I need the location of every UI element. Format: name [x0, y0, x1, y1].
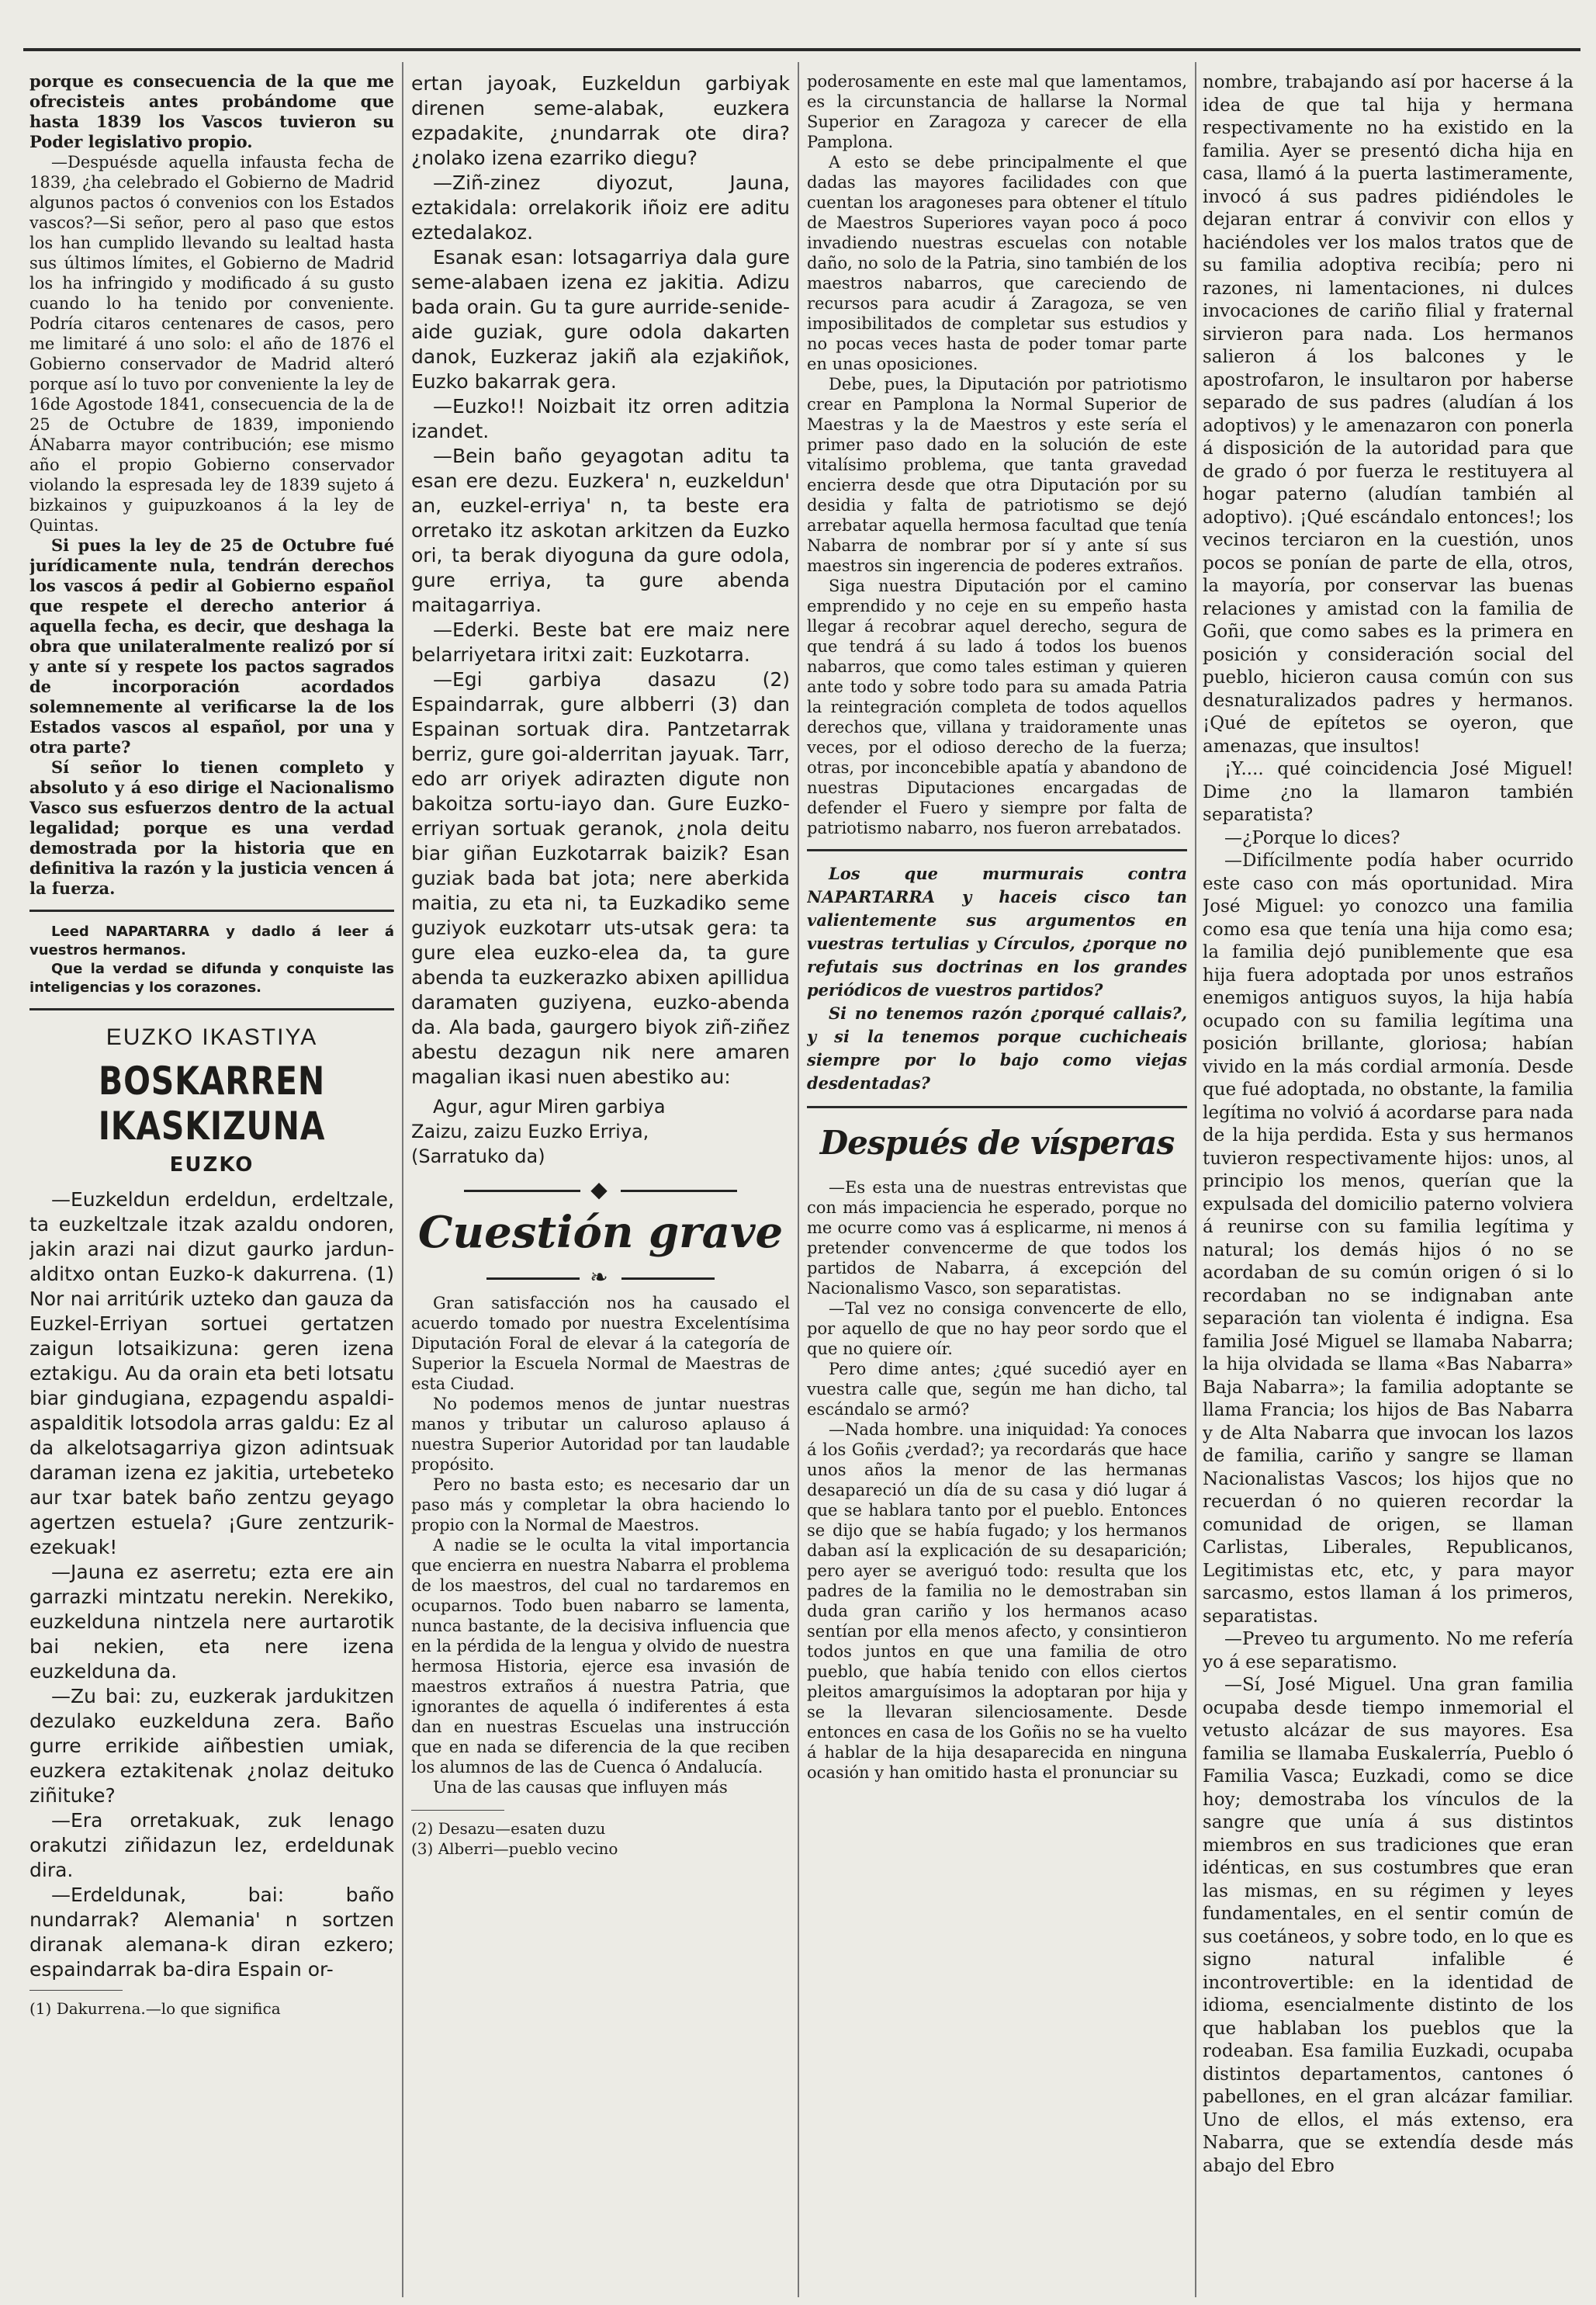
top-rule	[23, 48, 1580, 51]
article-paragraph: —Ziñ-zinez diyozut, Jauna, eztakidala: orrelakorik iñoiz ere aditu eztedalakoz.	[411, 172, 790, 244]
article-paragraph: —Euzko!! Noizbait itz orren aditzia izandet.	[411, 395, 790, 442]
article-paragraph: —Zu bai: zu, euzkerak jardukitzen dezulako euzkelduna zera. Baño gurre errikide aiñbestien umiak, euzkera eztakitenak ¿nolaz deituko ziñituke?	[29, 1685, 394, 1807]
article-paragraph: A esto se debe principalmente el que dadas las mayores facilidades con que cuentan los aragoneses para obtener el título de Maestros Superiores vayan poco á poco invadiendo nuestras escuelas con notable daño, no solo de la Patria, sino también de los maestros nabarros, que careciendo de recursos para acudir á Zaragoza, se ven imposibilitados de completar sus estudios y no pocas veces hasta de poder tomar parte en unas oposiciones.	[807, 153, 1187, 373]
column-divider	[1195, 62, 1196, 2297]
section-rule	[807, 1106, 1187, 1108]
column-divider	[402, 62, 403, 2297]
article-paragraph: —Sí, José Miguel. Una gran familia ocupaba desde tiempo inmemorial el vetusto alcázar de sus mayores. Esa familia se llamaba Euskalerría, Pueblo ó Familia Vasca; Euzkadi, como se dice hoy; demostraba los vínculos de la sangre que unía á sus distintos miembros en sus tradiciones que eran idénticas, en sus costumbres que eran las mismas, en su régimen y leyes fundamentales, en el sentir común de sus coetáneos, y sobre todo, en lo que es signo natural infalible é incontrovertible: en la identidad de idioma, esencialmente distinto de los que hablaban los pueblos que la rodeaban. Esa familia Euzkadi, ocupaba distintos departamentos, cantones ó pabellones, en el gran alcázar familiar. Uno de ellos, el más extenso, era Nabarra, que se extendía desde más abajo del Ebro	[1203, 1675, 1573, 2176]
article-paragraph: —Es esta una de nuestras entrevistas que con más impaciencia he esperado, porque no me ocurre como vas á esplicarme, ni menos á pretender convencerme de que todos los partidos de Nabarra, á excepción del Nacionalismo Vasco, son separatistas.	[807, 1178, 1187, 1298]
article-paragraph: —Euzkeldun erdeldun, erdeltzale, ta euzkeltzale itzak azaldu ondoren, jakin arazi nai dizut gaurko jardun-alditxo ontan Euzko-k dakurrena. (1) Nor nai arritúrik uzteko dan gauza da Euzkel-Erriyan sortuei gertatzen zaigun lotsaikizuna: geren izena eztakigu. Au da orain eta beti lotsatu biar gindugiana, ezpagendu aspaldi-aspalditik lotsodola arras galdu: Ez al da alkelotsagarriya gizon adintsuak daraman izena ez jakitia, urtebeteko aur txar batek baño zentzu geyago agertzen estuela? ¡Gure zentzurik-ezekuak!	[29, 1188, 394, 1558]
article-paragraph: Pero no basta esto; es necesario dar un paso más y completar la obra haciendo lo propio con la Normal de Maestros.	[411, 1475, 790, 1534]
article-paragraph: —Bein baño geyagotan aditu ta esan ere dezu. Euzkera' n, euzkeldun' an, euzkel-erriya' n, ta beste era orretako itz askotan arkitzen da Euzko ori, ta berak diyoguna da gure odola, gure erriya, ta gure abenda maitagarriya.	[411, 445, 790, 616]
footnote-rule	[29, 1990, 123, 1991]
article-subhead: EUZKO	[169, 1153, 254, 1177]
article-paragraph: ¡Y.... qué coincidencia José Miguel! Dime ¿no la llamaron también separatista?	[1203, 759, 1573, 825]
section-rule	[29, 1008, 394, 1010]
article-paragraph: —Ederki. Beste bat ere maiz nere belarriyetara iritxi zait: Euzkotarra.	[411, 619, 790, 666]
promo-banner: Que la verdad se difunda y conquiste las inteligencias y los corazones.	[29, 961, 394, 996]
article-headline: Cuestión grave	[417, 1207, 784, 1258]
footnote: (2) Desazu—esaten duzu	[411, 1819, 606, 1838]
notice-paragraph: Si no tenemos razón ¿porqué callais?, y si la tenemos porque cuchicheais siempre por lo bajo como viejas desdentadas?	[807, 1003, 1187, 1093]
article-paragraph: Sí señor lo tienen completo y absoluto y á eso dirige el Nacionalismo Vasco sus esfuerzos dentro de la actual legalidad; porque es una verdad demostrada por la historia que en definitiva la razón y la justicia vencen á la fuerza.	[29, 757, 394, 898]
column-3	[807, 71, 1187, 2291]
article-paragraph: Pero dime antes; ¿qué sucedió ayer en vuestra calle que, según me han dicho, tal escándalo se armó?	[807, 1360, 1187, 1419]
article-paragraph: Debe, pues, la Diputación por patriotismo crear en Pamplona la Normal Superior de Maestras y la de Maestros y este sería el primer paso dado en la solución de este vitalísimo problema, que tanta gravedad encierra desde que otra Diputación por su desidia y falta de patriotismo se dejó arrebatar aquella hermosa facultad que tenía Nabarra de nombrar por sí y ante sí sus maestros sin ingerencia de poderes extraños.	[807, 375, 1187, 575]
article-paragraph: ertan jayoak, Euzkeldun garbiyak direnen seme-alabak, euzkera ezpadakite, ¿nundarrak ote dira? ¿nolako izena ezarriko diegu?	[411, 72, 790, 169]
footnote: (3) Alberri—pueblo vecino	[411, 1839, 618, 1858]
article-paragraph: —Erdeldunak, bai: baño nundarrak? Alemania' n sortzen diranak alemana-k diran ezkero; espaindarrak ba-dira Espain or-	[29, 1884, 394, 1981]
column-4	[1203, 71, 1573, 2291]
article-paragraph: —¿Porque lo dices?	[1224, 827, 1400, 848]
notice-paragraph: Los que murmurais contra NAPARTARRA y haceis cisco tan valientemente sus argumentos en vuestras tertulias y Círculos, ¿porque no refutais sus doctrinas en los grandes periódicos de vuestros partidos?	[807, 864, 1187, 1000]
song-verse: Agur, agur Miren garbiya Zaizu, zaizu Euzko Erriya, (Sarratuko da)	[411, 1096, 666, 1167]
article-paragraph: A nadie se le oculta la vital importancia que encierra en nuestra Nabarra el problema de los maestros, del cual no tardaremos en ocuparnos. Todo buen nabarro se lamenta, nunca bastante, de la decisiva influencia que en la pérdida de la lengua y olvido de nuestra hermosa Historia, ejerce esa invasión de maestros extraños á nuestra Patria, que ignorantes de aquella ó indiferentes á esta dan en nuestras Escuelas una instrucción que en nada se diferencia de la que reciben los alumnos de las de Cuenca ó Andalucía.	[411, 1536, 790, 1776]
article-headline: Después de vísperas	[819, 1124, 1175, 1162]
article-paragraph: —Egi garbiya dasazu (2) Espaindarrak, gure albberri (3) dan Espainan sortuak dira. Pantzetarrak berriz, gure goi-alderritan jayuak. Tarr, edo arr oriyek adirazten digute non bakoitza sortu-iayo dan. Gure Euzko-erriyan sortuak geranok, ¿nola deitu biar giñan Euzkotarrak baizik? Esan guziak bada bat jota; nere aberkida maitia, zu eta ni, ta Euzkadiko seme guziyok euzkotarr uts-utsak gera: ta gure elea euzko-elea da, ta gure abenda ta euzkerazko abixen apillidua daramaten guziyena, euzko-abenda da. Ala bada, gaurgero biyok ziñ-ziñez abestu dezagun nik nere amaren magalian ikasi nuen abestiko au:	[411, 668, 790, 1088]
ornament-divider: ◆	[411, 1177, 790, 1202]
notice-box	[807, 862, 1187, 1095]
article-paragraph: —Jauna ez aserretu; ezta ere ain garrazki mintzatu nerekin. Nerekiko, euzkelduna nintzela nere aurtarotik bai nekien, eta nere izena euzkelduna da.	[29, 1561, 394, 1683]
article-paragraph: Esanak esan: lotsagarriya dala gure seme-alabaen izena ez jakitia. Adizu bada orain. Gu ta gure aurride-senide-aide guziak, gure odola dakarten danok, Euzkeraz jakiñ ala ezjakiñok, Euzko bakarrak gera.	[411, 246, 790, 393]
section-rule	[807, 849, 1187, 851]
ornament-divider: ❧	[411, 1264, 790, 1290]
column-2	[411, 71, 790, 2291]
promo-banner: Leed NAPARTARRA y dadlo á leer á vuestros hermanos.	[29, 924, 394, 958]
article-paragraph: —Preveo tu argumento. No me refería yo á ese separatismo.	[1203, 1629, 1573, 1672]
article-paragraph: Una de las causas que influyen más	[433, 1778, 728, 1797]
article-headline: BOSKARREN IKASKIZUNA	[98, 1059, 326, 1149]
article-paragraph: Siga nuestra Diputación por el camino emprendido y no ceje en su empeño hasta llegar á recobrar aquel derecho, segura de que tendrá á su lado á todos los buenos nabarros, que como tales estiman y quieren ante todo y sobre todo para su amada Patria la reintegración completa de todos aquellos derechos que, villana y traidoramente unas veces, por el odioso derecho de la fuerza; otras, por inconcebible apatía y abandono de nuestras Diputaciones encargadas de defender el Fuero y siempre por falta de patriotismo nabarro, nos fueron arrebatados.	[807, 577, 1187, 837]
article-paragraph: —Era orretakuak, zuk lenago orakutzi ziñidazun lez, erdeldunak dira.	[29, 1809, 394, 1881]
article-paragraph: —Tal vez no consiga convencerte de ello, por aquello de que no hay peor sordo que el que no quiere oír.	[807, 1299, 1187, 1358]
section-title: EUZKO IKASTIYA	[106, 1024, 318, 1050]
footnote-rule	[411, 1810, 504, 1811]
column-1	[29, 71, 394, 2291]
footnote: (1) Dakurrena.—lo que significa	[29, 1999, 281, 2018]
article-paragraph: Gran satisfacción nos ha causado el acuerdo tomado por nuestra Excelentísima Diputación Foral de elevar á la categoría de Superior la Escuela Normal de Maestras de esta Ciudad.	[411, 1294, 790, 1393]
article-paragraph: —Nada hombre. una iniquidad: Ya conoces á los Goñis ¿verdad?; ya recordarás que hace unos años la menor de las hermanas desapareció un día de su casa y dió lugar á que se hablara tanto por el pueblo. Entonces se dijo que se había fugado; y los hermanos daban así la explicación de su desaparición; pero ayer se averiguó todo: resulta que los padres de la familia no le demostraban sin duda gran cariño y los hermanos acaso sentían por ella menos afecto, y consintieron todos juntos en que una familia de otro pueblo, que había tenido con ellos ciertos pleitos amarguísimos la adoptaran por hija y se la llevaran silenciosamente. Desde entonces en casa de los Goñis no se ha vuelto á hablar de la hija desaparecida en ninguna ocasión y han omitido hasta el pronunciar su	[807, 1420, 1187, 1782]
article-paragraph: porque es consecuencia de la que me ofrecisteis antes probándome que hasta 1839 los Vascos tuvieron su Poder legislativo propio.	[29, 71, 394, 151]
article-paragraph: nombre, trabajando así por hacerse á la idea de que tal hija y hermana respectivamente no ha existido en la familia. Ayer se presentó dicha hija en casa, llamó á la puerta lastimeramente, invocó á sus padres pidiéndoles le dejaran entrar á convivir con ellos y haciéndoles ver los malos tratos que de su familia adoptiva recibía; pero ni razones, ni lamentaciones, ni dulces invocaciones de cariño filial y fraternal sirvieron para nada. Los hermanos salieron á los balcones y le apostrofaron, le insultaron por haberse separado de sus padres (aludían á los adoptivos) y le amenazaron con ponerla á disposición de la autoridad para que de grado ó por fuerza le restituyera al hogar paterno (aludían también al adoptivo). ¡Qué escándalo entonces!; los vecinos terciaron en la cuestión, unos pocos se ponían de parte de ella, otros, la mayoría, por conservar las buenas relaciones y amistad con la familia de Goñi, que como sabes es la primera en posición y consideración social del pueblo, hicieron causa común con sus desnaturalizados padres y hermanos. ¡Qué de epítetos se oyeron, que amenazas, que insultos!	[1203, 72, 1573, 757]
article-paragraph: poderosamente en este mal que lamentamos, es la circunstancia de hallarse la Normal Superior en Zaragoza y carecer de ella Pamplona.	[807, 72, 1187, 151]
column-divider	[798, 62, 799, 2297]
article-paragraph: —Despuésde aquella infausta fecha de 1839, ¿ha celebrado el Gobierno de Madrid algunos pactos ó convenios con los Estados vascos?—Si señor, pero al paso que estos los han cumplido llevando su lealtad hasta sus últimos límites, el Gobierno de Madrid los ha infringido y modificado á su gusto cuando lo ha tenido por conveniente. Podría citaros centenares de casos, pero me limitaré á uno solo: el año de 1876 el Gobierno conservador de Madrid alteró porque así lo tuvo por conveniente la ley de 16de Agostode 1841, consecuencia de la de 25 de Octubre de 1839, imponiendo ÁNabarra mayor contribución; ese mismo año el propio Gobierno conservador violando la espresada ley de 1839 sujeto á bizkainos y guipuzkoanos á la ley de Quintas.	[29, 153, 394, 535]
article-paragraph: No podemos menos de juntar nuestras manos y tributar un caluroso aplauso á nuestra Superior Autoridad por tan laudable propósito.	[411, 1395, 790, 1474]
section-rule	[29, 910, 394, 912]
article-paragraph: —Difícilmente podía haber ocurrido este caso con más oportunidad. Mira José Miguel: yo conozco una familia como esa que tenía una hija como esa; la familia dejó puniblemente que esa hija fuera adoptada por unos estraños enemigos antiguos suyos, la hija había ocupado con su familia legítima una posición brillante, gloriosa; habían vivido en la más cordial armonía. Desde que fué adoptada, no obstante, la familia legítima no volvió á acordarse para nada de la hija perdida. Esta y sus hermanos tuvieron respectivamente hijos: unos, al principio los menos, querían que la expulsada del domicilio paterno volviera á reunirse con su familia legítima y natural; los demás hijos ó no se acordaban de su común origen ó si lo recordaban no se indignaban ante separación tan violenta é indigna. Esa familia José Miguel se llamaba Nabarra; la hija olvidada se llama «Bas Nabarra» Baja Nabarra»; la familia adoptante se llama Francia; los hijos de Bas Nabarra y de Alta Nabarra que invocan los lazos de familia, cariño y sangre se llaman Nacionalistas Vascos; los hijos que no recuerdan ó no quieren recordar la comunidad de origen, se llaman Carlistas, Liberales, Republicanos, Legitimistas etc, etc, y para mayor sarcasmo, estos llaman á los primeros, separatistas.	[1203, 851, 1573, 1627]
article-paragraph: Si pues la ley de 25 de Octubre fué jurídicamente nula, tendrán derechos los vascos á pedir al Gobierno español que respete el derecho anterior á aquella fecha, es decir, que deshaga la obra que unilateralmente realizó por sí y ante sí y respete los pactos sagrados de incorporación acordados solemnemente al verificarse la de los Estados vascos al español, por una y otra parte?	[29, 536, 394, 757]
